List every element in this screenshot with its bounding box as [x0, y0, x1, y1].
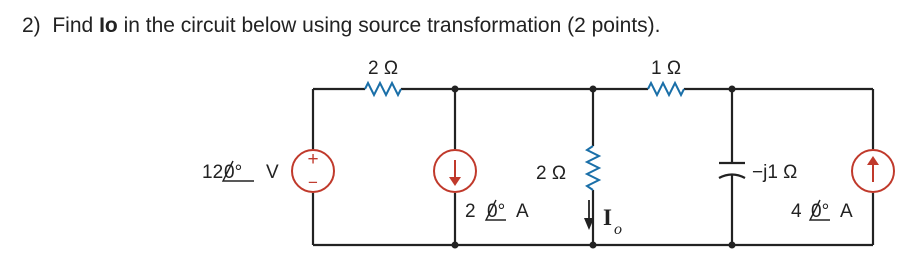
question-highlight: Io	[99, 14, 118, 37]
voltage-source-plus: +	[307, 149, 319, 170]
resistor-top-left	[365, 83, 401, 95]
current-source-down-unit: A	[516, 201, 529, 222]
question-number: 2)	[22, 14, 41, 37]
voltage-source-angle: 0°	[224, 162, 243, 183]
current-source-down-label	[465, 200, 529, 222]
junction-dot	[729, 86, 736, 93]
junction-dot	[590, 242, 597, 249]
junction-dot	[452, 242, 459, 249]
voltage-source-magnitude: 12	[202, 162, 224, 183]
current-source-down	[434, 150, 476, 192]
question-suffix: in the circuit below using source transformation (2 points).	[123, 14, 661, 37]
question-prefix: Find	[52, 14, 94, 37]
resistor-top-left-label: 2 Ω	[367, 58, 399, 79]
resistor-top-right	[648, 83, 684, 95]
voltage-source	[292, 149, 334, 192]
current-source-up-label	[791, 200, 853, 222]
resistor-top-right-label: 1 Ω	[650, 58, 682, 79]
current-source-up-angle: 0°	[811, 201, 830, 222]
resistor-middle-label: 2 Ω	[536, 163, 567, 184]
current-io-label: I	[603, 205, 612, 230]
junction-dot	[729, 242, 736, 249]
current-io-subscript: o	[614, 221, 622, 238]
voltage-source-minus: −	[308, 173, 318, 192]
resistor-middle	[587, 146, 599, 190]
junction-dot	[452, 86, 459, 93]
current-source-down-magnitude: 2	[465, 201, 476, 222]
current-source-up-magnitude: 4	[791, 201, 802, 222]
current-source-down-angle: 0°	[487, 201, 506, 222]
capacitor-label: −j1 Ω	[752, 162, 798, 183]
junction-dot	[590, 86, 597, 93]
current-source-up-unit: A	[840, 201, 853, 222]
voltage-source-unit: V	[266, 162, 279, 183]
current-source-up	[852, 150, 894, 192]
voltage-source-label	[202, 161, 279, 183]
